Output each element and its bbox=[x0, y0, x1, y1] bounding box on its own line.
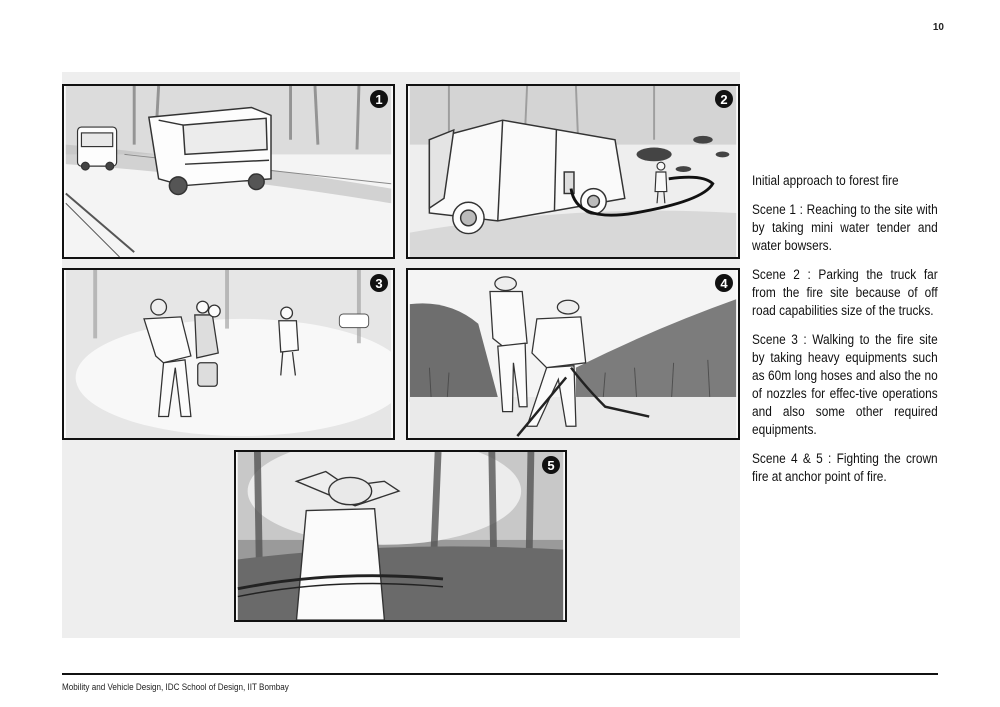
scene-2-text: Scene 2 : Parking the truck far from the fire site because of off road capabilities size of the trucks. bbox=[752, 267, 938, 318]
storyboard-panel-1 bbox=[62, 84, 395, 259]
panel-3-number-badge: 3 bbox=[370, 274, 388, 292]
description-title: Initial approach to forest fire bbox=[752, 173, 899, 188]
panel-2-number-badge: 2 bbox=[715, 90, 733, 108]
panel-1-number-badge: 1 bbox=[370, 90, 388, 108]
scene-4-5-text: Scene 4 & 5 : Fighting the crown fire at anchor point of fire. bbox=[752, 451, 938, 484]
page-number: 10 bbox=[932, 22, 944, 33]
panel-2-sketch bbox=[408, 86, 738, 257]
scene-1-text: Scene 1 : Reaching to the site with by taking mini water tender and water bowsers. bbox=[752, 202, 938, 253]
scene-description bbox=[752, 172, 938, 497]
footer-divider bbox=[62, 673, 938, 675]
footer-text: Mobility and Vehicle Design, IDC School of Design, IIT Bombay bbox=[62, 682, 289, 692]
storyboard-panel-5 bbox=[234, 450, 567, 622]
panel-1-sketch bbox=[64, 86, 393, 257]
panel-5-number-badge: 5 bbox=[542, 456, 560, 474]
panel-5-sketch bbox=[236, 452, 565, 620]
storyboard-panel-3 bbox=[62, 268, 395, 440]
scene-3-text: Scene 3 : Walking to the fire site by taking heavy equipments such as 60m long hoses and also the no of nozzles for effec-tive operations and also some other required equipments. bbox=[752, 332, 938, 437]
panel-4-sketch bbox=[408, 270, 738, 438]
panel-3-sketch bbox=[64, 270, 393, 438]
panel-4-number-badge: 4 bbox=[715, 274, 733, 292]
storyboard-panel-2 bbox=[406, 84, 740, 259]
storyboard-panel-4 bbox=[406, 268, 740, 440]
